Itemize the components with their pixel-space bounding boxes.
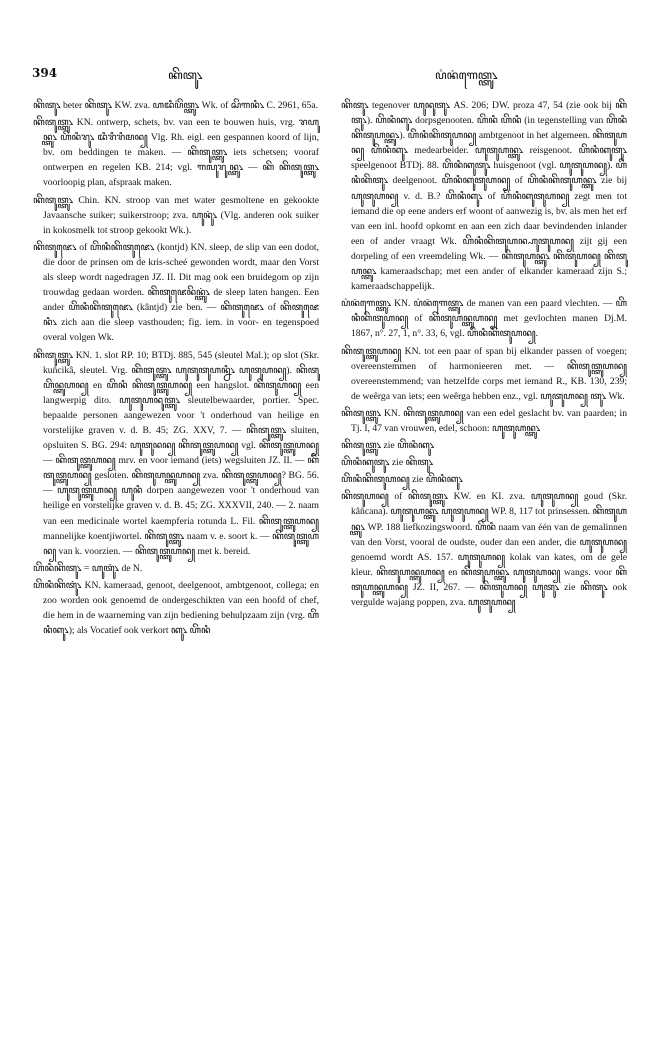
left-column	[33, 98, 319, 640]
dictionary-entry: ꦏꦼꦠꦸ꧈ beter ꦏꦼꦠꦸ꧈ KW. zva. ꦲꦢꦶꦥ꦳ꦼꦠ꧀ꦠꦸ꧈ Wk. of ꦱꦼꦒꦤꦶ꧈ C. 2961, 65a.	[33, 100, 318, 111]
page-number: 394	[32, 66, 58, 80]
dictionary-entry: ꦏꦼꦠꦸꦠ꧀ꦠꦸ꧈ Chin. KN. stroop van met water gesmoltene en gekookte Javaansche suiker; suikerstroop; zva. ꦲꦸꦤꦸꦁ꧈ (Vlg. anderen ook suiker in kokosmelk tot stroop gekookt Wk.).	[33, 194, 319, 236]
dictionary-entry: ꦥ꦳ꦤꦁꦒꦺꦠ꧀ꦠꦸ꧈ KN. ꦥ꦳ꦤꦁꦒꦺꦠ꧀ꦠꦸ꧈ de manen van een paard vlechten. — ꦲꦼꦤꦶꦏꦼꦠꦸꦲꦤ꧀ of ꦏꦼꦠꦸꦲꦤ꧀ꦠꦸꦲꦤ꧀ met gevlochten manen Dj.M. 1867, n°. 27, 1, n°. 33, 6, vgl. ꦲꦼꦤꦶꦏꦼꦠꦸꦲꦤ꧀.	[341, 298, 627, 340]
right-running-headword: ꦥ꦳ꦤꦁꦒꦺꦠ꧀ꦠꦸ꧈	[435, 68, 498, 82]
dictionary-entry: ꦲꦼꦤꦶꦏꦸꦠꦸ꧈ zie ꦏꦼꦠꦸ꧈	[341, 457, 434, 469]
dictionary-entry: ꦲꦼꦤꦶꦏꦼꦠꦸꦁ꧈ KN. kameraad, genoot, deelgenoot, ambtgenoot, collega; en zoo worden ook genoemd de ondergeschikten van een hoofd of chef, die hem in de waarneming van zijn bediening behulpzaam zijn (vrg. ꦲꦼꦤꦶꦏꦸ꧈); als Vocatief ook verkort ꦏꦸ꧈ ꦲꦼꦤꦶ	[33, 579, 319, 637]
dictionary-entry: ꦏꦼꦠꦸꦠ꧀ꦠꦸ꧈ zie ꦲꦼꦤꦶꦏꦸ꧈	[341, 440, 435, 452]
right-column	[341, 98, 627, 612]
dictionary-entry: ꦏꦼꦠꦸꦠ꧀ꦠꦸ꧈ KN. 1. slot RP. 10; BTDj. 885, 545 (sleutel Mal.); op slot (Skr. kuñcikâ, sleutel. Vrg. ꦏꦼꦠꦸꦠ꧀ꦠꦸ꧈ ꦲꦸꦠꦸꦠꦸꦲꦤ꧀ꦤꦶ꧈ ꦲꦸꦠꦸꦲꦤ꧀). ꦏꦼꦠꦸꦲꦼꦤ꧀ꦠꦸꦲꦤ꧀ en ꦲꦼꦤꦶ ꦏꦼꦠꦸꦠ꧀ꦠꦸꦲꦤ꧀ een hangslot. ꦏꦼꦠꦸꦲꦤ꧀ een langwerpig dito. ꦲꦸꦠꦸꦲꦤꦸꦠ꧀ꦠꦸ꧈ sleutelbewaarder, portier. Spec. bepaalde personen aangewezen voor 't onderhoud van heilige en vorstelijke graven v. d. B. 45; ZG. XXV, 7. — ꦏꦼꦠꦸꦠ꧀ꦠꦸ꧈ sluiten, opsluiten S. BG. 294: ꦲꦸꦠꦸꦤꦤ꧀ ꦏꦼꦠꦸꦠ꧀ꦠꦸꦲꦤ꧀ vgl. ꦏꦼꦠꦸꦠ꧀ꦠꦸꦲꦤ꧀ — ꦏꦼꦠꦸꦠ꧀ꦠꦸꦲꦤ꧀ mrv. en voor iemand (iets) wegsluiten JZ. II. — ꦏꦼꦠꦸꦠ꧀ꦠꦸꦲꦤ꧀ gesloten. ꦏꦼꦠꦸꦲꦤ꧀ꦠꦸꦲꦤ꧀ zva. ꦏꦼꦠꦸꦠ꧀ꦠꦸꦲꦤ꧀? BG. 56. — ꦲꦸꦠꦸꦠ꧀ꦠꦸꦲꦤ꧀ ꦲꦸꦤꦶ dorpen aangewezen voor 't onderhoud van heilige en vorstelijke graven v. d. B. 45; ZG. XXXVII, 240. — 2. naam van een medicinale wortel kaempferia rotunda L. Fil. ꦏꦼꦠꦸꦠ꧀ꦠꦸꦲꦤ꧀ mannelijke koentjiwortel. ꦏꦼꦠꦸꦠ꧀ꦠꦸ꧈ naam v. e. soort k. — ꦏꦼꦠꦸꦠ꧀ꦠꦸꦲꦤ꧀ van k. voorzien. — ꦏꦼꦠꦸꦠ꧀ꦠꦸꦲꦤ꧀ met k. bereid.	[33, 349, 319, 557]
dictionary-entry: ꦲꦼꦤꦶꦏꦼꦠꦸ꧈ = ꦲꦸꦠꦸꦁ꧈ de N.	[33, 562, 143, 574]
dictionary-entry: ꦏꦼꦠꦸ꧈ tegenover ꦲꦸꦤꦸꦠꦸ꧈ AS. 206; DW. proza 47, 54 (zie ook bij ꦏꦼꦠꦸ꧈). ꦲꦼꦤꦶꦏꦸ꧈ dorpsgenooten. ꦲꦼꦤꦶ ꦲꦼꦤꦶ (in tegenstelling van ꦲꦼꦤꦶꦏꦼꦠꦸꦲꦤ꧀ꦠꦸ꧈). ꦲꦼꦤꦶꦏꦼꦠꦸꦲꦤ꧀ ambtgenoot in het algemeen. ꦏꦼꦠꦸꦲꦤ꧀ ꦲꦼꦤꦶꦏꦸ꧈ medearbeider. ꦲꦸꦠꦸꦲꦤ꧀ꦠꦸ꧈ reisgenoot. ꦲꦼꦤꦶꦏꦸꦠꦸ꧈ speelgenoot BTDj. 88. ꦲꦼꦤꦶꦏꦸꦠꦸ꧈ huisgenoot (vgl. ꦲꦸꦠꦸꦲꦤ꧀). ꦲꦼꦤꦶꦏꦼꦠꦸ꧈ deelgenoot. ꦲꦼꦤꦶꦏꦸꦠꦸꦲꦤ꧀ of ꦲꦼꦤꦶꦏꦼꦠꦸꦲꦤ꧀ꦠꦸ꧈ zie bij ꦲꦸꦠꦸꦲꦤ꧀ v. d. B.? ꦲꦼꦤꦶꦏꦸ꧈ of ꦲꦼꦤꦶꦏꦸꦠꦸꦲꦤ꧀ zegt men tot iemand die op eene anders erf woont of aanwezig is, bv. als men het erf van een inl. hoofd opkomt en aan een zich daar bevindenden inlander een of ander vraagt Wk. ꦲꦼꦤꦶꦏꦼꦠꦸꦲꦤ꧀ꦲꦸꦠꦸꦲꦤ꧀ zijt gij een dorpeling of een vreemdeling Wk. — ꦏꦼꦠꦸꦲꦤ꧀ꦠꦸ꧈ ꦏꦼꦠꦸꦲꦤ꧀ ꦏꦼꦠꦸꦲꦤ꧀ꦠꦸ꧈ kameraadschap; met een ander of elkander kameraad zijn S.; kameraadschappelijk.	[341, 100, 627, 293]
dictionary-entry: ꦏꦼꦠꦸꦲꦤ꧀ of ꦏꦼꦠꦸꦠ꧀ꦠꦸ꧈ KW. en KI. zva. ꦲꦸꦠꦸꦲꦤ꧀ goud (Skr. kâñcana). ꦲꦸꦠꦸꦲꦤ꧀ꦠꦸ꧈ ꦲꦸꦠꦸꦲꦤ꧀ WP. 8, 117 tot prinsessen. ꦏꦼꦠꦸꦲꦤ꧀ꦠꦸ꧈ WP. 188 liefkozingswoord. ꦲꦼꦤꦶ naam van één van de gemalinnen van den Vorst, vooral de oudste, ouder dan een ander, die ꦲꦸꦠꦸꦲꦤ꧀ genoemd wordt AS. 157. ꦲꦸꦠꦸꦲꦤ꧀ kolak van kates, om de gele kleur. ꦏꦼꦠꦸꦲꦤ꧀ꦠꦸꦲꦤ꧀ en ꦏꦼꦠꦸꦲꦤ꧀ꦠꦸ꧈ ꦲꦸꦠꦸꦲꦤ꧀ wangs. voor ꦏꦼꦠꦸꦲꦤ꧀ꦠꦸꦲꦤ꧀ JZ. II, 267. — ꦏꦼꦠꦸꦲꦤ꧀ ꦲꦸꦠꦸ꧈ zie ꦏꦼꦠꦸ꧈ ook vergulde wajang poppen, zva. ꦲꦸꦠꦸꦲꦤ꧀	[341, 491, 627, 608]
dictionary-entry: ꦏꦼꦠꦸꦠ꧀ꦠꦸꦲꦤ꧀ KN. tot een paar of span bij elkander passen of voegen; overeenstemmen of harmonieeren met. — ꦏꦼꦠꦸꦠ꧀ꦠꦸꦲꦤ꧀ overeenstemmend; van hetzelfde corps met iemand R., KB. 130, 239; de weêrga van iets; een weêrga hebben enz., vgl. ꦲꦸꦠꦸꦲꦤ꧀ ꦠꦸ꧈ Wk.	[341, 345, 627, 402]
dictionary-entry: ꦏꦼꦠꦸꦗꦺ꧈ of ꦲꦼꦤꦶꦏꦼꦠꦸꦗꦺ꧈ (kontjd) KN. sleep, de slip van een dodot, die door de prinsen om de kris-scheé gewonden wordt, maar den Vorst als sleep wordt nagedragen JZ. II. Dit mag ook een bruidegom op zijn trouwdag gedaan worden. ꦏꦼꦠꦸꦗꦺꦤꦼꦤ꧀ꦠꦸꦁ꧈ de sleep laten hangen. Een ander ꦲꦼꦤꦶꦏꦼꦠꦸꦗꦺ꧈ (kântjd) zie ben. — ꦏꦼꦠꦸꦗꦺ꧈ of ꦏꦼꦠꦸꦗꦺꦤꦶ꧈ zich aan die sleep vasthouden; fig. iem. in voor- en tegenspoed overal volgen Wk.	[33, 241, 319, 344]
left-running-headword: ꦏꦼꦠꦸ꧈	[168, 68, 203, 82]
dictionary-entry: ꦏꦼꦠꦸꦠ꧀ꦠꦸ꧈ KN. ontwerp, schets, bv. van een te bouwen huis, vrg. ꦫꦲꦸꦤ꧀ꦠꦸ꧈ ꦲꦼꦤꦶꦫꦸ꧈ ꦢꦶꦫꦶꦫꦶꦩꦤ꧀ Vlg. Rh. eigl. een gespannen koord of lijn, bv. om beddingen te maken. — ꦏꦼꦠꦸꦠ꧀ꦠꦸ꧈ iets schetsen; vooraf ontwerpen en regelen KB. 214; vgl. ꦒꦭꦸꦫꦸꦤ꧀ꦠꦸ꧈ — ꦏꦼ ꦏꦼꦠꦸꦠ꧀ꦠꦸ꧈ voorloopig plan, afspraak maken.	[33, 117, 319, 189]
dictionary-entry: ꦲꦼꦤꦶꦏꦼꦠꦸꦲꦤ꧀ zie ꦲꦼꦤꦶꦏꦸ꧈	[341, 474, 463, 486]
dictionary-entry: ꦏꦼꦠꦸꦠ꧀ꦠꦸ꧈ KN. ꦏꦼꦠꦸꦠ꧀ꦠꦸꦲꦤ꧀ van een edel geslacht bv. van paarden; in Tj. I, 47 van vrouwen, edel, schoon: ꦲꦸꦠꦸꦲꦤ꧀ꦠꦸ꧈	[341, 407, 627, 434]
